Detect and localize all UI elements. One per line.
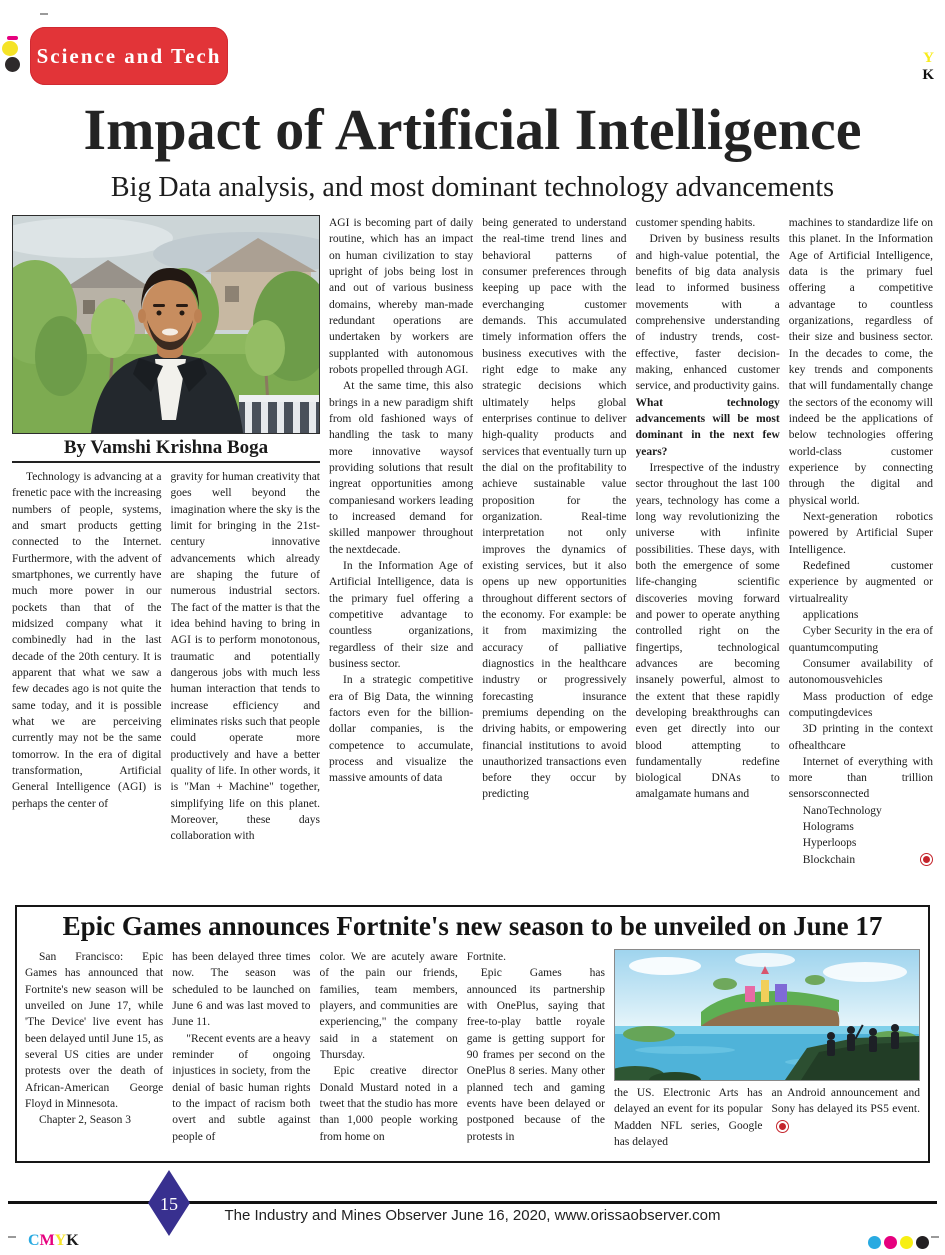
cmyk-m: M <box>39 1232 55 1249</box>
crop-mark <box>8 1236 16 1238</box>
paragraph-text: an Android announcement and Sony has delayed its PS5 event. <box>771 1087 920 1116</box>
article-end-icon <box>776 1120 789 1133</box>
page-number-diamond <box>148 1170 190 1236</box>
article-column-4 <box>482 215 626 903</box>
footer-text: The Industry and Mines Observer June 16, 2020, www.orissaobserver.com <box>224 1207 721 1224</box>
magenta-dot <box>884 1236 897 1249</box>
cmyk-mark <box>28 1232 79 1250</box>
author-photo-illustration <box>13 216 319 433</box>
paragraph: Driven by business results and high-value potential, the benefits of big data analysis lead to informed business movements with a comprehensive understanding of industry trends, cost-effective, faster decision-making, enhanced customer service, and productivity gains. <box>635 233 780 393</box>
fortnite-scene-illustration <box>615 950 919 1080</box>
byline: By Vamshi Krishna Boga <box>63 437 269 458</box>
paragraph: AGI is becoming part of daily routine, which has an impact on human civilization to stay upright of jobs being lost in and out of various business domains, whereby man-made redundant operations are undertaken by workers are supplanted with autonomous robots propelled through AGI. <box>329 217 474 376</box>
section-banner <box>30 27 228 85</box>
main-headline: Impact of Artificial Intelligence <box>83 97 862 162</box>
cmyk-k: K <box>66 1232 79 1249</box>
paragraph: machines to standardize life on this planet. In the Information Age of Artificial Intelligence, data is the primary fuel offering a competitive advantage to countless organizations, regardless of their size and business sector. In the decades to come, the key trends and components that will fundamentally change the sectors of the economy will indeed be the applications of below technologies offering world-class customer experience by connecting through the digital and physical world. <box>788 217 933 507</box>
list-item: Holograms <box>802 821 854 834</box>
paragraph: Epic creative director Donald Mustard noted in a tweet that the studio has more than 1,000 people working from home on <box>319 1065 458 1143</box>
article-column-4 <box>467 949 605 1155</box>
main-article-columns-1-2 <box>12 469 320 903</box>
color-bar <box>868 1236 929 1249</box>
registration-letter-y: Y <box>923 50 934 66</box>
article-column-1 <box>25 949 163 1155</box>
caption-column-right <box>772 1085 921 1155</box>
sub-headline: Big Data analysis, and most dominant technology advancements <box>110 172 835 203</box>
print-dot-magenta <box>7 36 18 40</box>
article-end-icon <box>920 853 933 866</box>
paragraph: In the Information Age of Artificial Intelligence, data is the primary fuel offering a competitive advantage to countless organizations, regardless of their size and business sector. <box>329 559 474 670</box>
paragraph: Epic Games has announced its partnership with OnePlus, saying that free-to-play battle royale game is getting support for 90 frames per second on the OnePlus 8 series. Many other planned tech and gaming events have been delayed or postponed because of the protests in <box>466 967 605 1143</box>
print-dot-yellow <box>2 41 18 56</box>
main-article <box>12 215 933 903</box>
section-banner-label: Science and Tech <box>36 43 222 68</box>
main-article-left <box>12 215 320 903</box>
article-column-1 <box>12 469 162 903</box>
page-number: 15 <box>160 1194 178 1214</box>
list-item: Hyperloops <box>802 837 857 850</box>
registration-letter-k: K <box>922 67 934 83</box>
crop-mark <box>931 1236 939 1238</box>
paragraph: At the same time, this also brings in a new paradigm shift from old fashioned ways of handling the task to many more innovative waysof providing solutions that result ingreat opportunities among companiesand workers leading to increased demand for skilled manpower throughout the nextdecade. <box>329 380 474 556</box>
article-column-2 <box>171 469 321 903</box>
article-column-5 <box>636 215 780 903</box>
list-item: Mass production of edge computingdevices <box>788 690 933 719</box>
cmyk-c: C <box>28 1232 40 1249</box>
crop-mark <box>40 13 48 15</box>
black-dot <box>916 1236 929 1249</box>
paragraph: gravity for human creativity that goes well beyond the imagination where the sky is the limit for bringing in the 21st-century innovative advancements which already are shaping the future of numerous industrial sectors. The fact of the matter is that the idea behind having to bring in AGI is to perform monotonous, traumatic and potentially dangerous jobs with much less human interaction that tends to increase efficiency and eliminates risks such that people could operate more productively and have a better quality of life. In other words, it is "Man + Machine" together, simplifying life on this planet. Moreover, these days collaboration with <box>170 471 320 843</box>
paragraph: has been delayed three times now. The season was scheduled to be launched on June 6 and was last moved to June 11. <box>172 951 311 1029</box>
list-item: applications <box>802 608 859 621</box>
print-dot-black <box>5 57 20 72</box>
paragraph-text: Blockchain <box>802 853 856 866</box>
list-item <box>789 852 933 868</box>
list-item: NanoTechnology <box>802 804 882 817</box>
paragraph: Technology is advancing at a frenetic pace with the increasing numbers of people, systems, and smart products getting connected to the Internet. Furthermore, with the advent of smartphones, we currently have much more power in our pockets than that of the midsized company what it combinedly had in the last decade of the 20th century. It is apparent that what we saw a few decades ago is not quite the same today, and it is possible what we are perceiving currently may not be the same tomorrow. In the era of digital transformation, Artificial General Intelligence (AGI) is perhaps the center of <box>12 471 162 810</box>
yellow-dot <box>900 1236 913 1249</box>
article-column-2 <box>172 949 310 1155</box>
byline-rule <box>12 461 320 463</box>
article-column-3 <box>329 215 473 903</box>
author-photo <box>12 215 320 434</box>
paragraph: being generated to understand the real-time trend lines and behavioral patterns of consumer preferences through keeping up pace with the everchanging customer demands. This accumulated timely information offers the business executives with the right edge to make any strategic decisions which ultimately helps global enterprises continue to deliver high-quality products and services that eventually turn up the dial on the profitability to achieve sustainable value proposition for the organization. Real-time interpretation not only improves the dynamics of existing services, but it also opens up new opportunities throughout different sectors of the economy. For example: be it from maximizing the accuracy of palliative diagnostics in the healthcare industry or progressively forecasting insurance premiums depending on the driving habits, or empowering financial institutions to avoid unauthorized transactions even before they occur by predicting <box>482 217 627 801</box>
paragraph: Fortnite. <box>466 951 507 963</box>
list-item: 3D printing in the context ofhealthcare <box>788 723 933 752</box>
second-article-columns <box>25 949 920 1155</box>
second-article-right <box>614 949 920 1155</box>
paragraph: In a strategic competitive era of Big Data, the winning factors even for the billion-dollar companies, is the competence to accumulate, process and visualize the massive amounts of data <box>329 674 474 785</box>
list-item: Internet of everything with more than trillion sensorsconnected <box>788 755 933 801</box>
paragraph: Redefined customer experience by augmented or virtualreality <box>788 559 933 605</box>
paragraph: San Francisco: Epic Games has announced that Fortnite's new season will be unveiled on June 17, while 'The Device' live event has been delayed until June 15, as several US cities are under protests over the death of African-American George Floyd in Minnesota. <box>25 951 164 1110</box>
paragraph: Irrespective of the industry sector throughout the last 100 years, technology has come a long way revolutionizing the universe with infinite possibilities. These days, with both the emergence of some life-changing scientific discoveries moving forward and power to operate anything controlled right on the fingertips, technological advances are becoming insanely powerful, almost to the extent that these rapidly developing breakthroughs can even get directly into our blood attempting to fundamentally redefine biological DNAs to amalgamate humans and <box>635 461 780 801</box>
cyan-dot <box>868 1236 881 1249</box>
list-item: Consumer availability of autonomousvehicles <box>788 657 933 687</box>
paragraph: "Recent events are a heavy reminder of ongoing injustices in society, from the denial of basic human rights to the impact of racism both overt and subtle against people of <box>172 1032 311 1143</box>
paragraph <box>772 1085 921 1134</box>
fortnite-screenshot <box>614 949 920 1081</box>
paragraph: the US. Electronic Arts has delayed an event for its popular Madden NFL series, Google has delayed <box>614 1087 763 1148</box>
list-item: Cyber Security in the era of quantumcomputing <box>788 625 933 654</box>
paragraph: color. We are acutely aware of the pain our friends, families, team members, players, and communities are experiencing," the company said in a statement on Thursday. <box>319 951 458 1061</box>
paragraph: customer spending habits. <box>635 217 756 229</box>
article-column-3 <box>320 949 458 1155</box>
caption-column-left <box>614 1085 763 1155</box>
paragraph: Chapter 2, Season 3 <box>39 1114 131 1127</box>
paragraph: Next-generation robotics powered by Artificial Super Intelligence. <box>788 510 933 556</box>
article-column-6 <box>789 215 933 903</box>
question-subhead: What technology advancements will be most dominant in the next few years? <box>635 396 780 458</box>
second-article-headline: Epic Games announces Fortnite's new season to be unveiled on June 17 <box>62 911 883 941</box>
second-article-continuation <box>614 1085 920 1155</box>
second-article <box>15 905 930 1163</box>
cmyk-y: Y <box>54 1232 67 1249</box>
